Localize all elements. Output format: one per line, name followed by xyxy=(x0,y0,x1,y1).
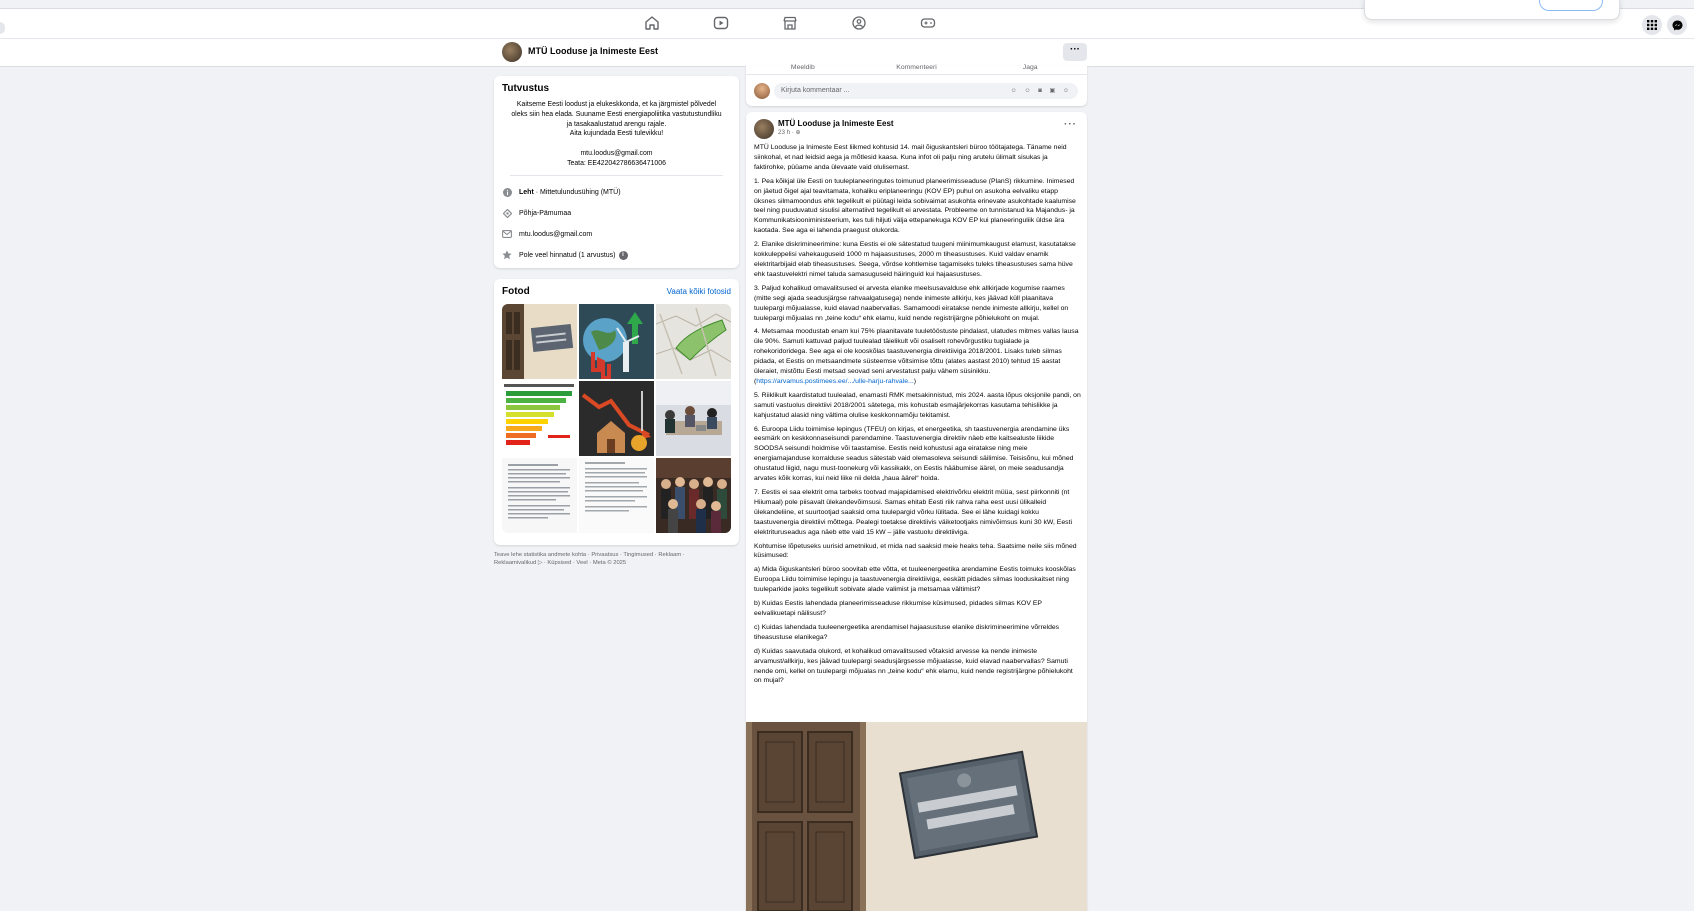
bio-email: mtu.loodus@gmail.com xyxy=(580,150,653,158)
intro-card xyxy=(494,76,739,268)
post-paragraph: c) Kuidas lahendada tuuleenergeetika arendamisel hajaasustuse elanike diskrimineerimine võrreldes tiheasustuse elanikega? xyxy=(754,623,1060,641)
post-paragraph-text: 4. Metsamaa moodustab enam kui 75% plaanitavate tuuletööstuste pindalast, ulatudes mitmes vallas lausa üle 90%. Samuti kattuvad paljud tuulealad täielikult või osaliselt rohevõrgustiku tugialade ja rohekoridoridega. See aga ei ole kooskõlas taastuvenergia direktiiviga 2018/2001. Lisaks tuleb silmas pidada, et Eestis on metsaandmete süsteemse võltsimise tõttu (alates aastast 2010) tehtud 15 aastat üleraiet, mistõttu Eesti metsad seovad seni arvestatust palju vähem süsinikku. ( xyxy=(754,328,1079,385)
video-icon[interactable] xyxy=(713,16,731,32)
post-paragraph: d) Kuidas saavutada olukord, et kohalikud omavalitsused võtaksid arvesse ka nende inimeste arvamust/allkirju, kes jäävad tuulepargi seadusjärgsesse mõjualasse, kuid elavad naabervallas? Samuti nende omi, kellel on tuulepargi mõjualas nn „teine kodu“ ehk elamu, kuid nende registrijärgne põhielukoht on mujal? xyxy=(754,647,1073,685)
intro-title: Tutvustus xyxy=(502,83,550,94)
photo-thumbnail[interactable] xyxy=(579,304,654,379)
previous-post-footer xyxy=(746,66,1087,106)
footer-links xyxy=(494,551,739,567)
post-body xyxy=(754,143,1081,690)
post-paragraph: b) Kuidas Eestis lahendada planeerimisseaduse rikkumise küsimused, pidades silmas KOV EP eelvalikuetapi näilisust? xyxy=(754,600,1042,617)
page-avatar[interactable] xyxy=(502,42,522,62)
post-author-avatar[interactable] xyxy=(754,119,774,139)
page-name[interactable]: MTÜ Looduse ja Inimeste Eest xyxy=(528,46,659,56)
rating-info-icon[interactable]: i xyxy=(619,251,628,260)
bio-account: Teata: EE422042786636471006 xyxy=(567,159,666,167)
like-button[interactable]: Meeldib xyxy=(790,64,815,71)
see-all-photos-link[interactable]: Vaata kõiki fotosid xyxy=(666,287,731,296)
share-button[interactable]: Jaga xyxy=(1022,64,1038,71)
photos-title: Fotod xyxy=(502,286,530,297)
post-paragraph: Kohtumise lõpetuseks uurisid ametnikud, et mida nad saaksid meie heaks teha. Saatsime neile siis mõned küsimused: xyxy=(754,542,1077,560)
groups-icon[interactable] xyxy=(851,16,869,32)
photo-thumbnail[interactable] xyxy=(502,304,577,379)
footer-line[interactable]: Teave lehe statistika andmete kohta · Privaatsus · Tingimused · Reklaam · xyxy=(494,552,685,558)
post-author-name[interactable]: MTÜ Looduse ja Inimeste Eest xyxy=(778,119,894,128)
comment-input[interactable] xyxy=(774,83,1078,99)
photo-thumbnail[interactable] xyxy=(502,458,577,533)
bio-line: ja tasakaalustatud arengu rajale. xyxy=(566,120,667,128)
email-icon xyxy=(502,229,512,239)
home-icon[interactable] xyxy=(644,16,662,32)
photo-thumbnail[interactable] xyxy=(656,304,731,379)
bio-line: oleks siin hea elada. Suuname Eesti energiapoliitika vastutustundliku xyxy=(511,110,722,118)
category-label[interactable]: Leht xyxy=(519,188,534,196)
search-stub[interactable] xyxy=(0,22,5,34)
gaming-icon[interactable] xyxy=(920,16,938,32)
user-avatar[interactable] xyxy=(754,83,770,99)
post-actions xyxy=(746,66,1087,75)
divider xyxy=(510,175,723,176)
location-value: Põhja-Pämumaa xyxy=(519,209,572,217)
photo-thumbnail[interactable] xyxy=(656,381,731,456)
popup-button[interactable] xyxy=(1539,0,1603,11)
page-header-bar xyxy=(0,39,1694,67)
post-paragraph: 1. Pea kõikjal üle Eesti on tuuleplaneeringutes toimunud planeerimisseaduse (PlanS) rikkumine. Inimesed on jäetud õigel ajal teavitamata, kohaliku eriplaneeringu (KOV EP) puhul on asukoha eelvaliku etapp üksnes silmamoondus ehk tegelikult ei püütagi leida sobivaimat asukohta erinevate asukohtade kaalumise teel ning puuduvatud sisulisi alternatiivd tegelikult ei arvestata. Probleeme on tunnistanud ka Majandus- ja Kommunikatsiooniministeerium, kes tuli hiljuti välja ettepanekuga KOV EP kui planeeringuliik üldse ära kaotada. See aga ei lahenda praegust olukorda. xyxy=(754,177,1076,235)
email-row xyxy=(502,224,731,245)
photo-thumbnail[interactable] xyxy=(579,458,654,533)
post-paragraph: MTÜ Looduse ja Inimeste Eest liikmed kohtusid 14. mail õiguskantsleri büroo töötajatega. Täname neid siinkohal, et nad leidsid aega ja mõtlesid kaasa. Kuna infot oli palju ning arutelu ülimalt sisukas ja faktirohke, püüame anda ülevaate vaid olulisemast. xyxy=(754,144,1067,171)
post-paragraph: 3. Paljud kohalikud omavalitsused ei arvesta elanike meelsusavalduse ehk allkirjade kogumise raames (mitte segi ajada seadusjärgse rahvaalgatusega) nende inimeste allkirju, kes jäävad küll plaanitava tuulepargi mõjualasse, kuid elavad naabervallas. Samamoodi eiratakse nende inimeste allkirju, kellel on tuulepargi mõjualas nn „teine kodu“ ehk elamu, kuid nende registrijärgne põhielukoht on mujal. xyxy=(754,284,1069,322)
location-row xyxy=(502,203,731,224)
post-card xyxy=(746,112,1087,911)
post-timestamp[interactable]: 23 h · ⊕ xyxy=(778,129,801,136)
post-paragraph: 6. Euroopa Liidu toimimise lepingus (TFEU) on kirjas, et energeetika, sh taastuvenergia arendamine üks eesmärk on keskkonnaseisundi parendamine. Taastuvenergia direktiiv näeb ette kaitsealuste liikide SOODSA seisundi hoidmise või taastamise. Eestis neid kohustusi aga eiratakse ning meie energiamajanduse korralduse seadus sätestab vaid olemasoleva seisundi säilimise. Teisisõnu, kui mõned ohustatud liigid, nagu must-toonekurg või kassikakk, on Eestis hääbumise äärel, on meie seadusandja arvates kõik korras, kui neid liike nii delda „haua äärel“ hoida. xyxy=(754,425,1074,483)
post-paragraph: 5. Riiklikult kaardistatud tuulealad, enamasti RMK metsakinnistud, mis 2024. aasta lõpus oksjonile pandi, on samuti vastuolus direktiivi 2018/2001 sätetega, mis kohustab esmajärjekorras kasutama tehislikke ja kahjustatud alasid ning vältima olulise keskkonnamõju tekitamist. xyxy=(754,391,1081,419)
photo-thumbnail[interactable] xyxy=(656,458,731,533)
comment-tool-icons[interactable]: ☺ ☺ ◙ ▣ ☺ xyxy=(1010,88,1072,94)
post-paragraph: 7. Eestis ei saa elektrit oma tarbeks tootvad majapidamised elektrivõrku elektrit müüa, sest piirkonniti (nt Hiiumaal) pole piisavalt ülekandevõimsusi. Samas ehitab Eesti riik rahva raha eest uusi ülikalleid ülekandeliine, et suurtootjad saaksid oma tuulepargid võrku lülitada. See ei lähe kuidagi kokku taastuvenergia direktiivi mõttega. Pealegi toetakse direktiivis väiketootjaks nimivõimsus kuni 30 kW, Eesti elektrituruseadus aga näeb ette vaid 15 kW – jälle vastuolu direktiiviga. xyxy=(754,489,1072,536)
category-row xyxy=(502,182,731,203)
article-link[interactable]: https://arvamus.postimees.ee/.../ulle-harju-rahvale... xyxy=(756,377,914,385)
post-paragraph: 2. Elanike diskrimineerimine: kuna Eestis ei ole sätestatud tuugeni miinimumkaugust elamust, kasutatakse kokkuleppelisi vahekauguseid 1000 m hajaasustuses, 2000 m tiheasustuses. Kuid valdav enamik elektritarbijaid elab tiheasustuses. Seega, võrdse kohtlemise tagamiseks tuleks tiheasustuses sama hüve ehk taastuvelektri nimel taluda samasuguseid häiringuid kui hajaasustuses. xyxy=(754,241,1076,278)
photos-card xyxy=(494,279,739,545)
photo-thumbnail[interactable] xyxy=(579,381,654,456)
menu-grid-icon[interactable] xyxy=(1642,15,1662,35)
email-value[interactable]: mtu.loodus@gmail.com xyxy=(519,230,593,238)
bio-line: Aita kujundada Eesti tulevikku! xyxy=(569,130,664,138)
rating-row xyxy=(502,245,731,266)
photo-thumbnail[interactable] xyxy=(502,381,577,456)
marketplace-icon[interactable] xyxy=(782,16,800,32)
comment-placeholder: Kirjuta kommentaar ... xyxy=(781,87,850,94)
notification-popup xyxy=(1364,0,1620,20)
photo-grid xyxy=(502,304,731,533)
star-icon xyxy=(502,250,512,260)
page-more-button[interactable]: ··· xyxy=(1063,43,1087,61)
rating-value: Pole veel hinnatud (1 arvustus) xyxy=(519,251,616,259)
category-value: · Mittetulundusühing (MTÜ) xyxy=(533,188,621,196)
post-paragraph-with-link xyxy=(754,327,1081,386)
messenger-icon[interactable] xyxy=(1667,15,1687,35)
location-icon xyxy=(502,208,512,218)
footer-line[interactable]: Reklaamivalikud ▷ · Küpsised · Veel · Meta © 2025 xyxy=(494,560,627,566)
intro-contact xyxy=(502,149,731,169)
post-more-button[interactable]: ··· xyxy=(1064,119,1077,130)
info-icon xyxy=(502,187,512,197)
post-paragraph: a) Mida õiguskantsleri büroo soovitab ette võtta, et tuuleenergeetika arendamine Eestis toimuks kooskõlas Euroopa Liidu toimimise lepingu ja taastuvenergia direktiiviga, eeskätt pidades silmas looduskaitset ning tuuleparkide jaoks tegelikult sobivate alade valimist ja metsamaa vältimist? xyxy=(754,566,1076,594)
intro-bio xyxy=(502,100,731,139)
bio-line: Kaitseme Eesti loodust ja elukeskkonda, et ka järgmistel põlvedel xyxy=(516,101,717,108)
comment-button[interactable]: Kommenteeri xyxy=(896,64,937,71)
link-close: ) xyxy=(913,377,917,385)
post-photo[interactable] xyxy=(746,722,1087,911)
